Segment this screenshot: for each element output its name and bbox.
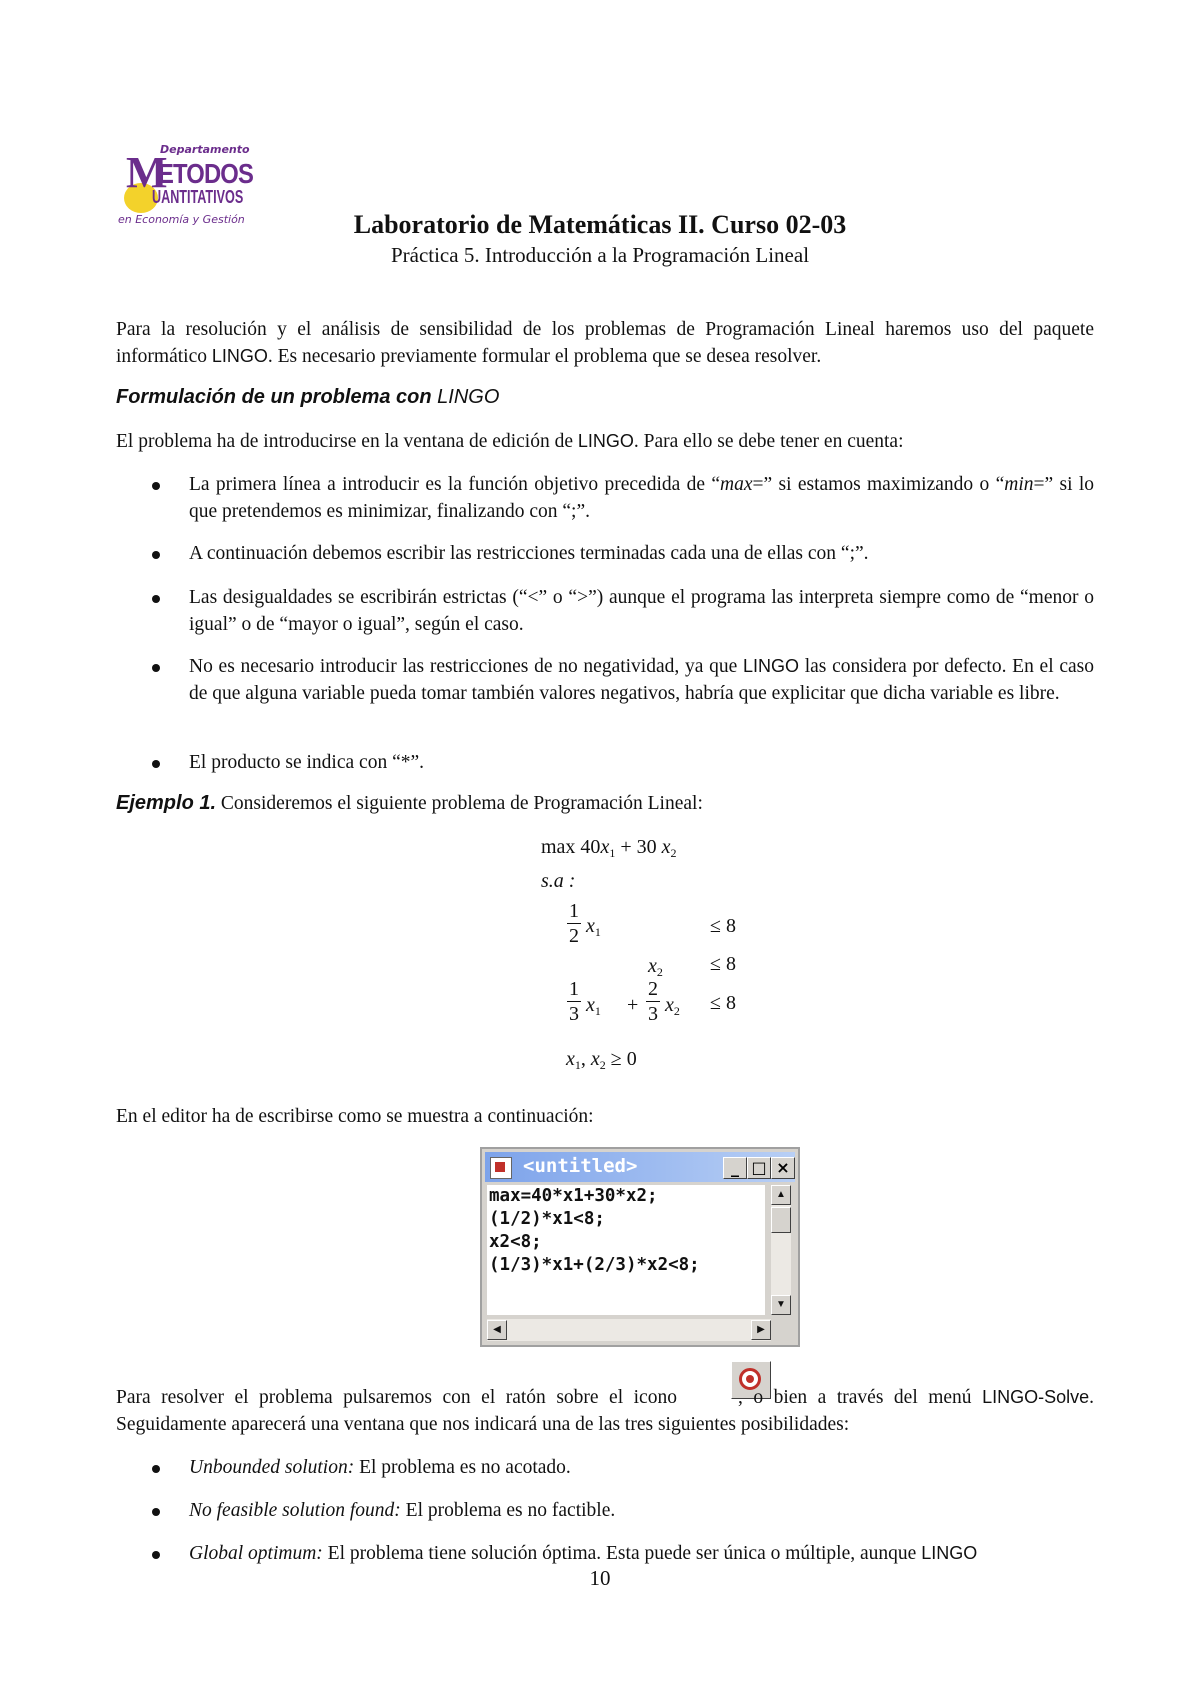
fraction-1-3: 1 3 — [569, 978, 579, 1025]
constraint1-rhs: ≤ 8 — [710, 915, 736, 937]
logo-todos: ETODOS — [158, 158, 253, 189]
constraint3-plus: + — [627, 994, 639, 1016]
example-intro: Ejemplo 1. Consideremos el siguiente problema de Programación Lineal: — [116, 792, 703, 814]
objective-function: $\max 40x_1 + 30$ $x_2$ — [541, 836, 677, 860]
constraint2-rhs: ≤ 8 — [710, 953, 736, 975]
constraint3-rhs: ≤ 8 — [710, 992, 736, 1014]
scroll-down-icon[interactable]: ▼ — [771, 1295, 791, 1315]
editor-intro: En el editor ha de escribirse como se muestra a continuación: — [116, 1106, 594, 1127]
scroll-left-icon[interactable]: ◀ — [487, 1320, 507, 1340]
code-line: x2<8; — [489, 1232, 542, 1252]
bullet-dot — [152, 664, 160, 672]
logo-cuan: UANTITATIVOS — [152, 187, 244, 207]
subject-to: s.a : — [541, 870, 576, 892]
list-item: No es necesario introducir las restricciones de no negatividad, ya que LINGO las considera por defecto. En el caso de que alguna variable pueda tomar también valores negativos, habría que explicitar que dicha variable es libre. — [189, 656, 1094, 704]
bullet-dot — [152, 760, 160, 768]
fraction-2-3: 2 3 — [648, 978, 658, 1025]
window-title: <untitled> — [523, 1155, 638, 1177]
section-paragraph: El problema ha de introducirse en la ventana de edición de LINGO. Para ello se debe tener en cuenta: — [116, 431, 904, 452]
logo-econ: en Economía y Gestión — [118, 213, 245, 226]
list-item: Las desigualdades se escribirán estrictas (“<” o “>”) aunque el programa las interpreta siempre como de “menor o igual” o de “mayor o igual”, según el caso. — [189, 587, 1094, 635]
minimize-button[interactable]: _ — [723, 1157, 747, 1179]
list-item: Unbounded solution: El problema es no acotado. — [189, 1457, 571, 1478]
bullet-dot — [152, 551, 160, 559]
section-heading: Formulación de un problema con LINGO — [116, 386, 500, 408]
close-button[interactable]: × — [771, 1157, 795, 1179]
window-titlebar[interactable] — [485, 1152, 795, 1182]
list-item: El producto se indica con “*”. — [189, 752, 424, 773]
intro-paragraph: Para la resolución y el análisis de sensibilidad de los problemas de Programación Lineal haremos uso del paquete informático LINGO. Es necesario previamente formular el problema que se desea resolver. — [116, 319, 1094, 367]
nonnegativity: $x_1$, $x_2 \ge 0$ — [566, 1048, 637, 1072]
constraint3-x2: $x_2$ — [665, 994, 680, 1018]
bullet-dot — [152, 1551, 160, 1559]
lingo-app-icon — [490, 1157, 512, 1179]
list-item: Global optimum: El problema tiene solución óptima. Esta puede ser única o múltiple, aunque LINGO — [189, 1543, 978, 1564]
code-line: (1/2)*x1<8; — [489, 1209, 605, 1229]
list-item: No feasible solution found: El problema es no factible. — [189, 1500, 616, 1521]
bullet-dot — [152, 1465, 160, 1473]
page-number: 10 — [589, 1566, 611, 1590]
scroll-right-icon[interactable]: ▶ — [751, 1320, 771, 1340]
constraint2-x2: $x_2$ — [648, 955, 663, 979]
code-line: (1/3)*x1+(2/3)*x2<8; — [489, 1255, 700, 1275]
document-title: Laboratorio de Matemáticas II. Curso 02-03 — [353, 210, 847, 239]
list-item: La primera línea a introducir es la función objetivo precedida de “max=” si estamos maximizando o “min=” si lo que pretendemos es minimizar, finalizando con “;”. — [189, 474, 1095, 522]
bullet-dot — [152, 482, 160, 490]
fraction-1-2: 1 2 — [569, 900, 579, 947]
lingo-editor-window[interactable] — [480, 1147, 800, 1347]
lingo-term: LINGO — [211, 346, 268, 366]
list-item: A continuación debemos escribir las restricciones terminadas cada una de ellas con “;”. — [189, 543, 869, 564]
bullet-dot — [152, 1508, 160, 1516]
code-line: max=40*x1+30*x2; — [489, 1186, 658, 1206]
scroll-up-icon[interactable]: ▲ — [771, 1185, 791, 1205]
logo-m: M — [126, 148, 168, 197]
constraint1-x1: $x_1$ — [586, 915, 601, 939]
code-editor[interactable] — [487, 1185, 765, 1315]
vertical-scrollbar[interactable] — [771, 1185, 791, 1315]
horizontal-scrollbar[interactable] — [487, 1319, 771, 1341]
bullet-dot — [152, 595, 160, 603]
solve-paragraph: Para resolver el problema pulsaremos con el ratón sobre el icono , o bien a través del menú LINGO-Solve. Seguidamente aparecerá una ventana que nos indicará una de las tres siguientes posibilidades: — [116, 1387, 1094, 1435]
scroll-thumb[interactable] — [771, 1207, 791, 1233]
document-subtitle: Práctica 5. Introducción a la Programación Lineal — [390, 243, 810, 267]
constraint3-x1: $x_1$ — [586, 994, 601, 1018]
maximize-button[interactable]: □ — [747, 1157, 771, 1179]
logo-dept: Departamento — [160, 143, 250, 156]
